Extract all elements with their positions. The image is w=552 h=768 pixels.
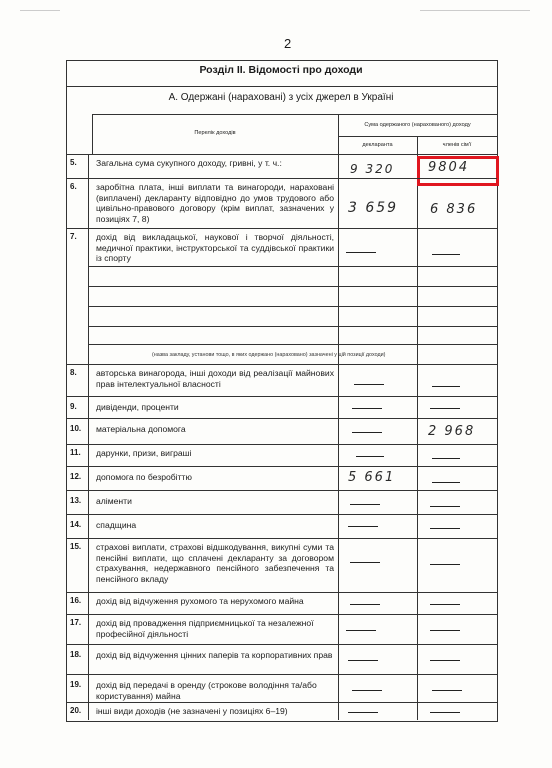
empty-dash — [430, 660, 460, 661]
divider — [88, 326, 497, 327]
section-title: Розділ II. Відомості про доходи — [199, 64, 363, 76]
empty-dash — [352, 408, 382, 409]
empty-dash — [432, 690, 462, 691]
empty-dash — [346, 630, 376, 631]
divider — [66, 418, 497, 419]
empty-dash — [430, 630, 460, 631]
row-label: дохід від викладацької, наукової і творчої діяльності, медичної практики, інструкторської та суддівської практики із спорту — [96, 232, 334, 264]
empty-dash — [352, 432, 382, 433]
divider — [88, 154, 89, 720]
header-declarant: декларанта — [362, 142, 393, 148]
row-number: 6. — [70, 182, 77, 191]
empty-dash — [356, 456, 384, 457]
highlight-box — [417, 156, 499, 186]
divider — [66, 592, 497, 593]
empty-dash — [350, 604, 380, 605]
row-number: 9. — [70, 402, 77, 411]
divider — [66, 154, 497, 155]
declarant-value: 9 320 — [350, 162, 395, 176]
divider — [66, 644, 497, 645]
empty-dash — [350, 562, 380, 563]
divider — [88, 266, 497, 267]
row-label: Загальна сума сукупного доходу, гривні, у т. ч.: — [96, 158, 282, 168]
empty-dash — [432, 254, 460, 255]
empty-dash — [430, 712, 460, 713]
empty-dash — [432, 386, 460, 387]
row-number: 20. — [70, 706, 82, 715]
divider — [66, 674, 497, 675]
divider — [88, 286, 497, 287]
divider — [66, 514, 497, 515]
row-number: 15. — [70, 542, 82, 551]
empty-dash — [354, 384, 384, 385]
empty-dash — [430, 506, 460, 507]
row-number: 17. — [70, 618, 82, 627]
divider — [66, 466, 497, 467]
declarant-value: 5 661 — [348, 470, 396, 485]
empty-dash — [348, 526, 378, 527]
empty-dash — [430, 604, 460, 605]
row-label: дохід від провадження підприємницької та незалежної професійної діяльності — [96, 618, 314, 639]
row-number: 8. — [70, 368, 77, 377]
divider — [338, 114, 339, 720]
row-number: 14. — [70, 520, 82, 529]
divider — [92, 114, 497, 115]
subsection-title: А. Одержані (нараховані) з усіх джерел в Україні — [168, 92, 394, 103]
divider — [88, 344, 497, 345]
divider — [66, 444, 497, 445]
row-label: спадщина — [96, 520, 137, 530]
empty-dash — [348, 712, 378, 713]
row-label: дохід від передачі в оренду (строкове володіння та/або користування) майна — [96, 680, 317, 701]
empty-dash — [352, 690, 382, 691]
row-number: 10. — [70, 424, 82, 433]
empty-dash — [346, 252, 376, 253]
row-number: 11. — [70, 448, 81, 457]
divider — [66, 702, 497, 703]
divider — [417, 136, 418, 720]
row-label: аліменти — [96, 496, 132, 506]
divider — [66, 614, 497, 615]
family-value: 6 836 — [430, 202, 478, 217]
row-number: 16. — [70, 596, 82, 605]
divider — [338, 136, 497, 137]
family-value: 9804 — [428, 160, 470, 175]
row-label: авторська винагорода, інші доходи від реалізації майнових прав інтелектуальної власності — [96, 368, 334, 389]
row-label: допомога по безробіттю — [96, 472, 192, 482]
row-label: інші види доходів (не зазначені у позиціях 6–19) — [96, 706, 288, 716]
row-label: страхові виплати, страхові відшкодування, викупні суми та пенсійні виплати, що сплачені декларанту за договором страхування, недержавного пенсійного забезпечення та пенсійного вкладу — [96, 542, 334, 584]
empty-dash — [430, 528, 460, 529]
row-number: 18. — [70, 650, 82, 659]
family-value: 2 968 — [428, 424, 476, 439]
row-label: заробітна плата, інші виплати та винагороди, нараховані (виплачені) декларанту відповідно до умов трудового або цивільно-правового договору (крім виплат, зазначених у позиціях 7, 8) — [96, 182, 334, 224]
empty-dash — [350, 504, 380, 505]
row-number: 12. — [70, 472, 82, 481]
header-sum: Сума одержаного (нарахованого) доходу — [364, 122, 471, 128]
row7-note: (назва закладу, установи тощо, в яких одержано (нараховано) зазначені у цій позиції доходи) — [152, 352, 386, 358]
divider — [66, 86, 497, 87]
scan-mark — [20, 10, 60, 11]
row-number: 7. — [70, 232, 77, 241]
row-number: 13. — [70, 496, 82, 505]
empty-dash — [430, 408, 460, 409]
divider — [66, 396, 497, 397]
empty-dash — [348, 660, 378, 661]
divider — [88, 306, 497, 307]
scan-mark — [420, 10, 530, 11]
divider — [66, 364, 497, 365]
page-number: 2 — [284, 36, 292, 51]
row-label: дохід від відчуження цінних паперів та корпоративних прав — [96, 650, 333, 660]
row-label: дохід від відчуження рухомого та нерухомого майна — [96, 596, 304, 606]
divider — [66, 178, 497, 179]
row-label: матеріальна допомога — [96, 424, 186, 434]
declarant-value: 3 659 — [348, 200, 399, 216]
row-label: дарунки, призи, виграші — [96, 448, 192, 458]
divider — [66, 538, 497, 539]
divider — [66, 228, 497, 229]
empty-dash — [430, 564, 460, 565]
row-number: 19. — [70, 680, 82, 689]
header-family: членів сім'ї — [442, 142, 472, 148]
row-number: 5. — [70, 158, 77, 167]
row-label: дивіденди, проценти — [96, 402, 179, 412]
empty-dash — [432, 458, 460, 459]
header-list: Перелік доходів — [194, 130, 236, 136]
empty-dash — [432, 482, 460, 483]
divider — [66, 490, 497, 491]
